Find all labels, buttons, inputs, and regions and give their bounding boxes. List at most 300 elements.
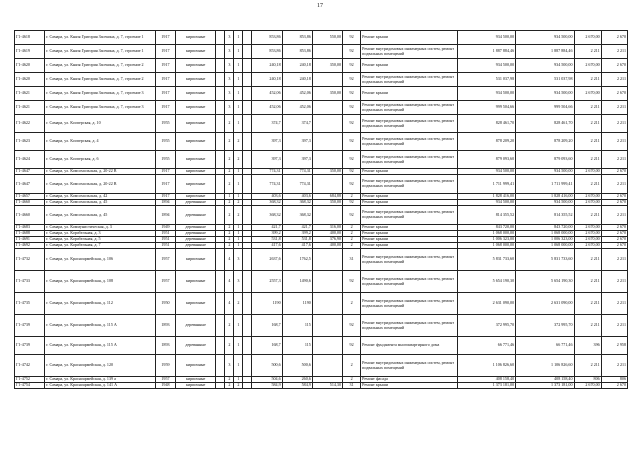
cell-entrances: 1 [234,225,243,231]
cell-year: 1917 [155,31,175,45]
cell-material: деревянные [176,206,216,225]
cell-unit-limit: 2 211 [601,293,627,315]
cell-code: 2 [343,243,361,249]
cell-total-area: 452,06 [252,87,282,101]
cell-total-area: 417,6 [252,243,282,249]
cell-cost-fund: 5 831 733,60 [516,249,574,271]
cell-unit-limit: 806 [601,377,627,383]
cell-address: г. Самара, ул. Князя Григория Засекина, д. 7, строение 1 [45,45,156,59]
cell-address: г. Самара, ул. Комсомольская, д. 42 [45,194,156,200]
cell-total-area: 403,6 [252,194,282,200]
cell-year: 1894 [155,206,175,225]
cell-living-area: 1490,6 [282,271,312,293]
cell-unit-cost: 2 211 [574,45,601,59]
cell-entrances: 1 [234,377,243,383]
cell-id: Г1-4660 [15,206,45,225]
cell-year: 1917 [155,194,175,200]
cell-address: г. Самара, ул. Князя Григория Засекина, д. 7, строение 1 [45,31,156,45]
cell-entrances: 1 [234,243,243,249]
table-row [15,337,628,355]
cell-unit-cost: 2 211 [574,293,601,315]
cell-blank [243,133,252,151]
cell-entrances: 1 [234,355,243,377]
cell-work-type: Ремонт фасада [361,377,458,383]
cell-material: кирпичные [176,169,216,175]
cell-floors: 3 [225,31,234,45]
cell-roof-area [312,73,342,87]
cell-code: 92 [343,73,361,87]
cell-living-area: 399,2 [282,231,312,237]
cell-material: деревянные [176,315,216,337]
cell-id: Г1-4621 [15,101,45,115]
cell-year: 1951 [155,243,175,249]
cell-cost-fund: 934 500,00 [516,87,574,101]
cell-code: 92 [343,175,361,194]
cell-unit-limit: 2 670 [601,194,627,200]
cell-unit-cost: 2 670,00 [574,59,601,73]
cell-unit-cost: 2 211 [574,315,601,337]
cell-material: кирпичные [176,383,216,389]
cell-unit-cost: 2 670,00 [574,169,601,175]
cell-cost-total: 814 355,52 [457,206,515,225]
cell-address: г. Самара, ул. Князя Григория Засекина, д. 7, строение 2 [45,73,156,87]
cell-blank [216,355,225,377]
cell-unit-limit: 2 211 [601,45,627,59]
table-row [15,101,628,115]
cell-unit-cost: 2 211 [574,133,601,151]
cell-living-area: 452,06 [282,87,312,101]
table-row [15,206,628,225]
cell-floors: 2 [225,133,234,151]
cell-address: г. Самара, ул. Князя Григория Засекина, д. 7, строение 2 [45,59,156,73]
cell-floors: 2 [225,175,234,194]
cell-material: деревянные [176,231,216,237]
cell-total-area: 2557,3 [252,271,282,293]
cell-address: г. Самара, ул. Корабельная, д. 5 [45,237,156,243]
cell-unit-limit: 2 670 [601,383,627,389]
cell-total-area: 397,3 [252,151,282,169]
table-row [15,87,628,101]
cell-cost-fund: 934 500,00 [516,59,574,73]
cell-floors: 2 [225,383,234,389]
cell-id: Г1-4619 [15,45,45,59]
cell-unit-cost: 2 211 [574,73,601,87]
cell-floors: 2 [225,200,234,206]
cell-blank [216,45,225,59]
cell-address: г. Самара, ул. Комсомольская, д. 45 [45,200,156,206]
cell-unit-cost: 2 211 [574,175,601,194]
cell-total-area: 774,31 [252,175,282,194]
cell-address: г. Самара, ул. Князя Григория Засекина, д. 7, строение 3 [45,87,156,101]
cell-roof-area [312,249,342,271]
cell-cost-total: 66 771,46 [457,337,515,355]
cell-id: Г1-4754 [15,383,45,389]
cell-code: 92 [343,200,361,206]
table-row [15,115,628,133]
cell-address: г. Самара, ул. Красноармейская, д. 115 А [45,315,156,337]
cell-blank [216,315,225,337]
cell-entrances: 1 [234,237,243,243]
cell-entrances: 1 [234,194,243,200]
cell-cost-fund: 934 500,00 [516,169,574,175]
cell-blank [216,271,225,293]
cell-id: Г1-4657 [15,194,45,200]
cell-id: Г1-4691 [15,237,45,243]
cell-year: 1917 [155,175,175,194]
cell-year: 1893 [155,315,175,337]
cell-cost-total: 5 831 733,60 [457,249,515,271]
cell-year: 1948 [155,383,175,389]
cell-year: 1957 [155,271,175,293]
cell-roof-area [312,271,342,293]
cell-entrances: 1 [234,59,243,73]
cell-unit-cost: 2 670,00 [574,200,601,206]
cell-living-area: 397,3 [282,133,312,151]
cell-cost-total: 934 500,00 [457,200,515,206]
cell-roof-area: 514,30 [312,383,342,389]
table-row [15,293,628,315]
cell-floors: 2 [225,151,234,169]
cell-material: кирпичные [176,115,216,133]
cell-floors: 2 [225,206,234,225]
cell-unit-limit: 2 670 [601,237,627,243]
cell-material: деревянные [176,200,216,206]
cell-unit-cost: 2 670,00 [574,237,601,243]
cell-address: г. Самара, ул. Красноармейская, д. 112 [45,293,156,315]
cell-address: г. Самара, ул. Комсомольская, д. 45 [45,206,156,225]
cell-id: Г1-4660 [15,200,45,206]
cell-unit-limit: 2 670 [601,225,627,231]
cell-unit-limit: 2 211 [601,115,627,133]
cell-year: 1894 [155,200,175,206]
cell-blank [216,293,225,315]
cell-floors: 2 [225,231,234,237]
cell-material: деревянные [176,225,216,231]
cell-code: 92 [343,169,361,175]
cell-unit-cost: 2 211 [574,249,601,271]
cell-entrances: 1 [234,87,243,101]
cell-cost-fund: 999 504,66 [516,101,574,115]
cell-material: кирпичные [176,73,216,87]
cell-address: г. Самара, ул. Красноармейская, д. 106 [45,249,156,271]
cell-cost-total: 934 500,00 [457,87,515,101]
page-number: 17 [317,3,323,9]
cell-floors: 2 [225,169,234,175]
cell-unit-limit: 2 670 [601,200,627,206]
cell-material: кирпичные [176,87,216,101]
cell-unit-cost: 2 670,00 [574,231,601,237]
cell-blank [216,249,225,271]
cell-unit-limit: 2 670 [601,59,627,73]
cell-unit-limit: 2 211 [601,133,627,151]
cell-code: 2 [343,237,361,243]
cell-living-area: 853,86 [282,45,312,59]
cell-cost-fund: 372 995,70 [516,315,574,337]
cell-floors: 4 [225,271,234,293]
cell-roof-area [312,45,342,59]
cell-blank [243,31,252,45]
cell-entrances: 3 [234,249,243,271]
cell-living-area: 421,7 [282,225,312,231]
cell-cost-total: 1 711 999,41 [457,175,515,194]
cell-unit-limit: 2 211 [601,175,627,194]
cell-blank [243,115,252,133]
cell-code: 92 [343,31,361,45]
cell-code: 92 [343,87,361,101]
cell-blank [243,355,252,377]
cell-total-area: 240,18 [252,73,282,87]
cell-work-type: Ремонт внутридомовых инженерных систем, ремонт подвальных помещений [361,293,458,315]
cell-address: г. Самара, ул. Комсомольская, д. 20-22 В [45,175,156,194]
cell-cost-fund: 531 037,98 [516,73,574,87]
cell-living-area: 368,32 [282,206,312,225]
cell-code: 2 [343,231,361,237]
cell-entrances: 1 [234,231,243,237]
cell-cost-fund: 1 887 884,46 [516,45,574,59]
cell-code: 2 [343,377,361,383]
cell-floors: 3 [225,45,234,59]
cell-entrances: 1 [234,101,243,115]
cell-roof-area [312,101,342,115]
cell-blank [216,73,225,87]
cell-work-type: Ремонт внутридомовых инженерных систем, ремонт подвальных помещений [361,115,458,133]
cell-blank [216,206,225,225]
cell-year: 1917 [155,169,175,175]
cell-entrances: 2 [234,293,243,315]
cell-id: Г1-4647 [15,175,45,194]
cell-id: Г1-4739 [15,337,45,355]
cell-blank [216,151,225,169]
cell-id: Г1-4622 [15,115,45,133]
cell-id: Г1-4688 [15,231,45,237]
cell-cost-fund: 1 373 181,00 [516,383,574,389]
cell-code: 2 [343,225,361,231]
cell-cost-total: 828 461,70 [457,115,515,133]
cell-code: 92 [343,45,361,59]
cell-living-area: 584,9 [282,383,312,389]
cell-entrances: 1 [234,45,243,59]
cell-id: Г1-4621 [15,87,45,101]
cell-blank [243,87,252,101]
cell-total-area: 853,86 [252,45,282,59]
cell-unit-cost: 2 211 [574,355,601,377]
cell-code: 92 [343,337,361,355]
cell-entrances: 1 [234,115,243,133]
cell-code: 31 [343,383,361,389]
cell-living-area: 452,06 [282,101,312,115]
cell-entrances: 1 [234,73,243,87]
cell-work-type: Ремонт крыши [361,225,458,231]
cell-address: г. Самара, ул. Красноармейская, д. 120 [45,355,156,377]
cell-entrances: 2 [234,151,243,169]
cell-entrances: 2 [234,206,243,225]
cell-blank [216,383,225,389]
cell-year: 1957 [155,377,175,383]
cell-blank [243,59,252,73]
cell-living-area: 115 [282,337,312,355]
cell-living-area: 774,31 [282,169,312,175]
cell-code: 92 [343,315,361,337]
cell-living-area: 260,6 [282,377,312,383]
cell-living-area: 531,8 [282,237,312,243]
cell-blank [243,45,252,59]
cell-unit-limit: 2 211 [601,271,627,293]
cell-unit-limit: 2 670 [601,231,627,237]
cell-blank [243,315,252,337]
cell-blank [243,249,252,271]
cell-year: 1893 [155,337,175,355]
cell-code: 2 [343,194,361,200]
cell-address: г. Самара, ул. Кооперская, д. 4 [45,133,156,151]
table-row [15,271,628,293]
cell-cost-fund: 66 771,46 [516,337,574,355]
cell-floors: 3 [225,59,234,73]
cell-floors: 2 [225,237,234,243]
cell-floors: 4 [225,293,234,315]
cell-unit-limit: 2 211 [601,101,627,115]
cell-work-type: Ремонт внутридомовых инженерных систем, ремонт подвальных помещений [361,175,458,194]
cell-unit-cost: 2 670,00 [574,383,601,389]
cell-work-type: Ремонт крыши [361,237,458,243]
cell-address: г. Самара, ул. Корабельная, д. 7 [45,243,156,249]
cell-work-type: Ремонт крыши [361,243,458,249]
cell-living-area: 1190 [282,293,312,315]
cell-id: Г1-4623 [15,133,45,151]
cell-work-type: Ремонт внутридомовых инженерных систем, ремонт подвальных помещений [361,151,458,169]
cell-floors: 2 [225,377,234,383]
cell-unit-cost: 2 670,00 [574,87,601,101]
table-row [15,151,628,169]
cell-code: 2 [343,293,361,315]
cell-total-area: 368,32 [252,200,282,206]
cell-unit-limit: 2 670 [601,31,627,45]
cell-roof-area: 350,00 [312,87,342,101]
cell-entrances: 1 [234,337,243,355]
cell-work-type: Ремонт крыши [361,200,458,206]
cell-address: г. Самара, ул. Красноармейская, д. 115 А [45,337,156,355]
cell-material: кирпичные [176,249,216,271]
cell-floors: 3 [225,101,234,115]
cell-year: 1951 [155,231,175,237]
cell-code: 2 [343,355,361,377]
cell-cost-total: 1 068 000,00 [457,243,515,249]
cell-unit-cost: 2 211 [574,115,601,133]
cell-blank [243,337,252,355]
cell-year: 1917 [155,73,175,87]
cell-work-type: Ремонт крыши [361,59,458,73]
cell-unit-limit: 2 211 [601,249,627,271]
cell-total-area: 504,6 [252,377,282,383]
cell-roof-area [312,206,342,225]
cell-roof-area [312,151,342,169]
cell-material: деревянные [176,337,216,355]
cell-work-type: Ремонт внутридомовых инженерных систем, ремонт подвальных помещений [361,101,458,115]
cell-cost-total: 843 720,00 [457,225,515,231]
table-row [15,73,628,87]
cell-cost-total: 1 106 826,60 [457,355,515,377]
cell-total-area: 399,2 [252,231,282,237]
cell-living-area: 368,32 [282,200,312,206]
cell-roof-area [312,337,342,355]
cell-unit-cost: 2 670,00 [574,225,601,231]
cell-cost-total: 5 654 190,30 [457,271,515,293]
cell-cost-fund: 878 209,20 [516,133,574,151]
cell-living-area: 240,18 [282,59,312,73]
cell-cost-total: 1 887 884,46 [457,45,515,59]
cell-entrances: 3 [234,271,243,293]
cell-material: кирпичные [176,31,216,45]
cell-id: Г1-4739 [15,315,45,337]
cell-blank [216,59,225,73]
cell-entrances: 2 [234,133,243,151]
cell-entrances: 1 [234,175,243,194]
cell-entrances: 2 [234,200,243,206]
cell-address: г. Самара, ул. Коммунистическая, д. 3 [45,225,156,231]
cell-blank [243,175,252,194]
cell-material: деревянные [176,243,216,249]
cell-cost-fund: 934 500,00 [516,200,574,206]
cell-address: г. Самара, ул. Красноармейская, д. 141 А [45,383,156,389]
cell-living-area: 774,31 [282,175,312,194]
cell-total-area: 774,31 [252,169,282,175]
cell-cost-fund: 1 068 000,00 [516,231,574,237]
cell-roof-area: 400,00 [312,243,342,249]
cell-id: Г1-4692 [15,243,45,249]
cell-cost-fund: 408 158,40 [516,377,574,383]
cell-code: 92 [343,151,361,169]
cell-blank [216,115,225,133]
cell-floors: 1 [225,194,234,200]
cell-cost-total: 999 504,66 [457,101,515,115]
cell-roof-area: 350,00 [312,169,342,175]
cell-living-area: 240,18 [282,73,312,87]
cell-cost-total: 878 209,20 [457,133,515,151]
cell-floors: 2 [225,337,234,355]
cell-id: Г1-4683 [15,225,45,231]
cell-address: г. Самара, ул. Комсомольская, д. 20-22 В [45,169,156,175]
cell-entrances: 1 [234,315,243,337]
cell-total-area: 421,7 [252,225,282,231]
cell-living-area: 853,86 [282,31,312,45]
cell-work-type: Ремонт крыши [361,231,458,237]
cell-work-type: Ремонт внутридомовых инженерных систем, ремонт подвальных помещений [361,355,458,377]
cell-total-area: 397,3 [252,133,282,151]
cell-blank [216,31,225,45]
cell-blank [243,383,252,389]
cell-living-area: 397,3 [282,151,312,169]
cell-cost-total: 1 828 416,00 [457,194,515,200]
cell-work-type: Ремонт внутридомовых инженерных систем, ремонт подвальных помещений [361,73,458,87]
cell-roof-area: 550,00 [312,31,342,45]
cell-material: кирпичные [176,101,216,115]
cell-year: 1917 [155,59,175,73]
cell-living-area: 374,7 [282,115,312,133]
cell-work-type: Ремонт крыши [361,383,458,389]
cell-total-area: 240,18 [252,59,282,73]
cell-unit-cost: 2 670,00 [574,31,601,45]
cell-living-area: 417,6 [282,243,312,249]
cell-cost-total: 1 068 000,00 [457,231,515,237]
cell-work-type: Ремонт крыши [361,169,458,175]
cell-cost-fund: 879 093,60 [516,151,574,169]
cell-work-type: Ремонт внутридомовых инженерных систем, ремонт подвальных помещений [361,315,458,337]
cell-total-area: 452,06 [252,101,282,115]
cell-roof-area [312,133,342,151]
cell-blank [243,151,252,169]
cell-work-type: Ремонт крыши [361,87,458,101]
cell-year: 1955 [155,115,175,133]
cell-material: кирпичные [176,175,216,194]
